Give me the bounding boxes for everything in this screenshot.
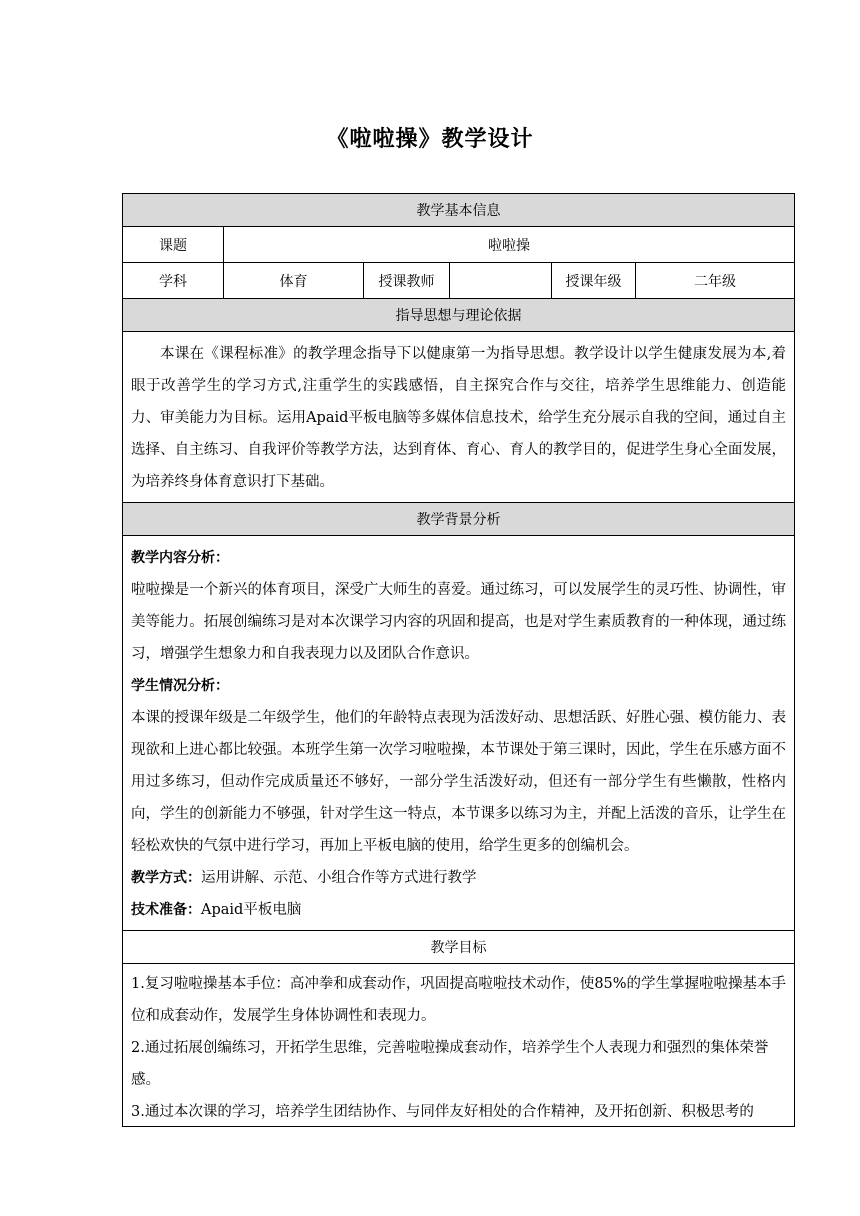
guiding-paragraph: 本课在《课程标准》的教学理念指导下以健康第一为指导思想。教学设计以学生健康发展为本,着眼于改善学生的学习方式,注重学生的实践感悟，自主探究合作与交往，培养学生思维能力、创造能力、审美能力为目标。运用Apaid平板电脑等多媒体信息技术，给学生充分展示自我的空间，通过自主选择、自主练习、自我评价等教学方法，达到育体、育心、育人的教学目的，促进学生身心全面发展，为培养终身体育意识打下基础。: [131, 346, 787, 490]
content-analysis-label: 教学内容分析：: [131, 550, 229, 566]
goal-item: 1.复习啦啦操基本手位：高冲拳和成套动作，巩固提高啦啦技术动作，使85%的学生掌握啦啦操基本手位和成套动作，发展学生身体协调性和表现力。: [131, 976, 787, 1024]
grade-value: 二年级: [636, 263, 795, 299]
section-header-goals: 教学目标: [123, 931, 795, 964]
student-analysis-text: 本课的授课年级是二年级学生，他们的年龄特点表现为活泼好动、思想活跃、好胜心强、模仿能力、表现欲和上进心都比较强。本班学生第一次学习啦啦操，本节课处于第三课时，因此，学生在乐感方面不用过多练习，但动作完成质量还不够好，一部分学生活泼好动，但还有一部分学生有些懒散，性格内向，学生的创新能力不够强，针对学生这一特点，本节课多以练习为主，并配上活泼的音乐，让学生在轻松欢快的气氛中进行学习，再加上平板电脑的使用，给学生更多的创编机会。: [131, 710, 787, 854]
content-analysis-text: 啦啦操是一个新兴的体育项目，深受广大师生的喜爱。通过练习，可以发展学生的灵巧性、协调性，审美等能力。拓展创编练习是对本次课学习内容的巩固和提高，也是对学生素质教育的一种体现，通过练习，增强学生想象力和自我表现力以及团队合作意识。: [131, 582, 787, 662]
subject-label: 学科: [123, 263, 224, 299]
goal-item: 2.通过拓展创编练习，开拓学生思维，完善啦啦操成套动作，培养学生个人表现力和强烈的集体荣誉感。: [131, 1040, 769, 1088]
lesson-plan-table: [122, 193, 795, 1127]
teaching-method-text: 运用讲解、示范、小组合作等方式进行教学: [201, 870, 477, 886]
guiding-paragraph-cell: [123, 332, 795, 503]
grade-label: 授课年级: [552, 263, 636, 299]
section-header-basic-info: 教学基本信息: [123, 194, 795, 227]
student-analysis-label: 学生情况分析：: [131, 678, 229, 694]
section-header-background: 教学背景分析: [123, 503, 795, 536]
teaching-method-label: 教学方式：: [131, 870, 201, 886]
tech-prep-text: Apaid平板电脑: [201, 902, 302, 918]
teacher-value: [450, 263, 552, 299]
topic-value: 啦啦操: [224, 227, 795, 263]
goals-cell: [123, 964, 795, 1127]
topic-label: 课题: [123, 227, 224, 263]
teacher-label: 授课教师: [364, 263, 450, 299]
tech-prep-label: 技术准备：: [131, 902, 201, 918]
goal-item: 3.通过本次课的学习，培养学生团结协作、与同伴友好相处的合作精神，及开拓创新、积极思考的: [131, 1104, 754, 1120]
section-header-guiding: 指导思想与理论依据: [123, 299, 795, 332]
subject-value: 体育: [224, 263, 364, 299]
document-title: 《啦啦操》教学设计: [326, 127, 534, 152]
background-cell: [123, 536, 795, 931]
